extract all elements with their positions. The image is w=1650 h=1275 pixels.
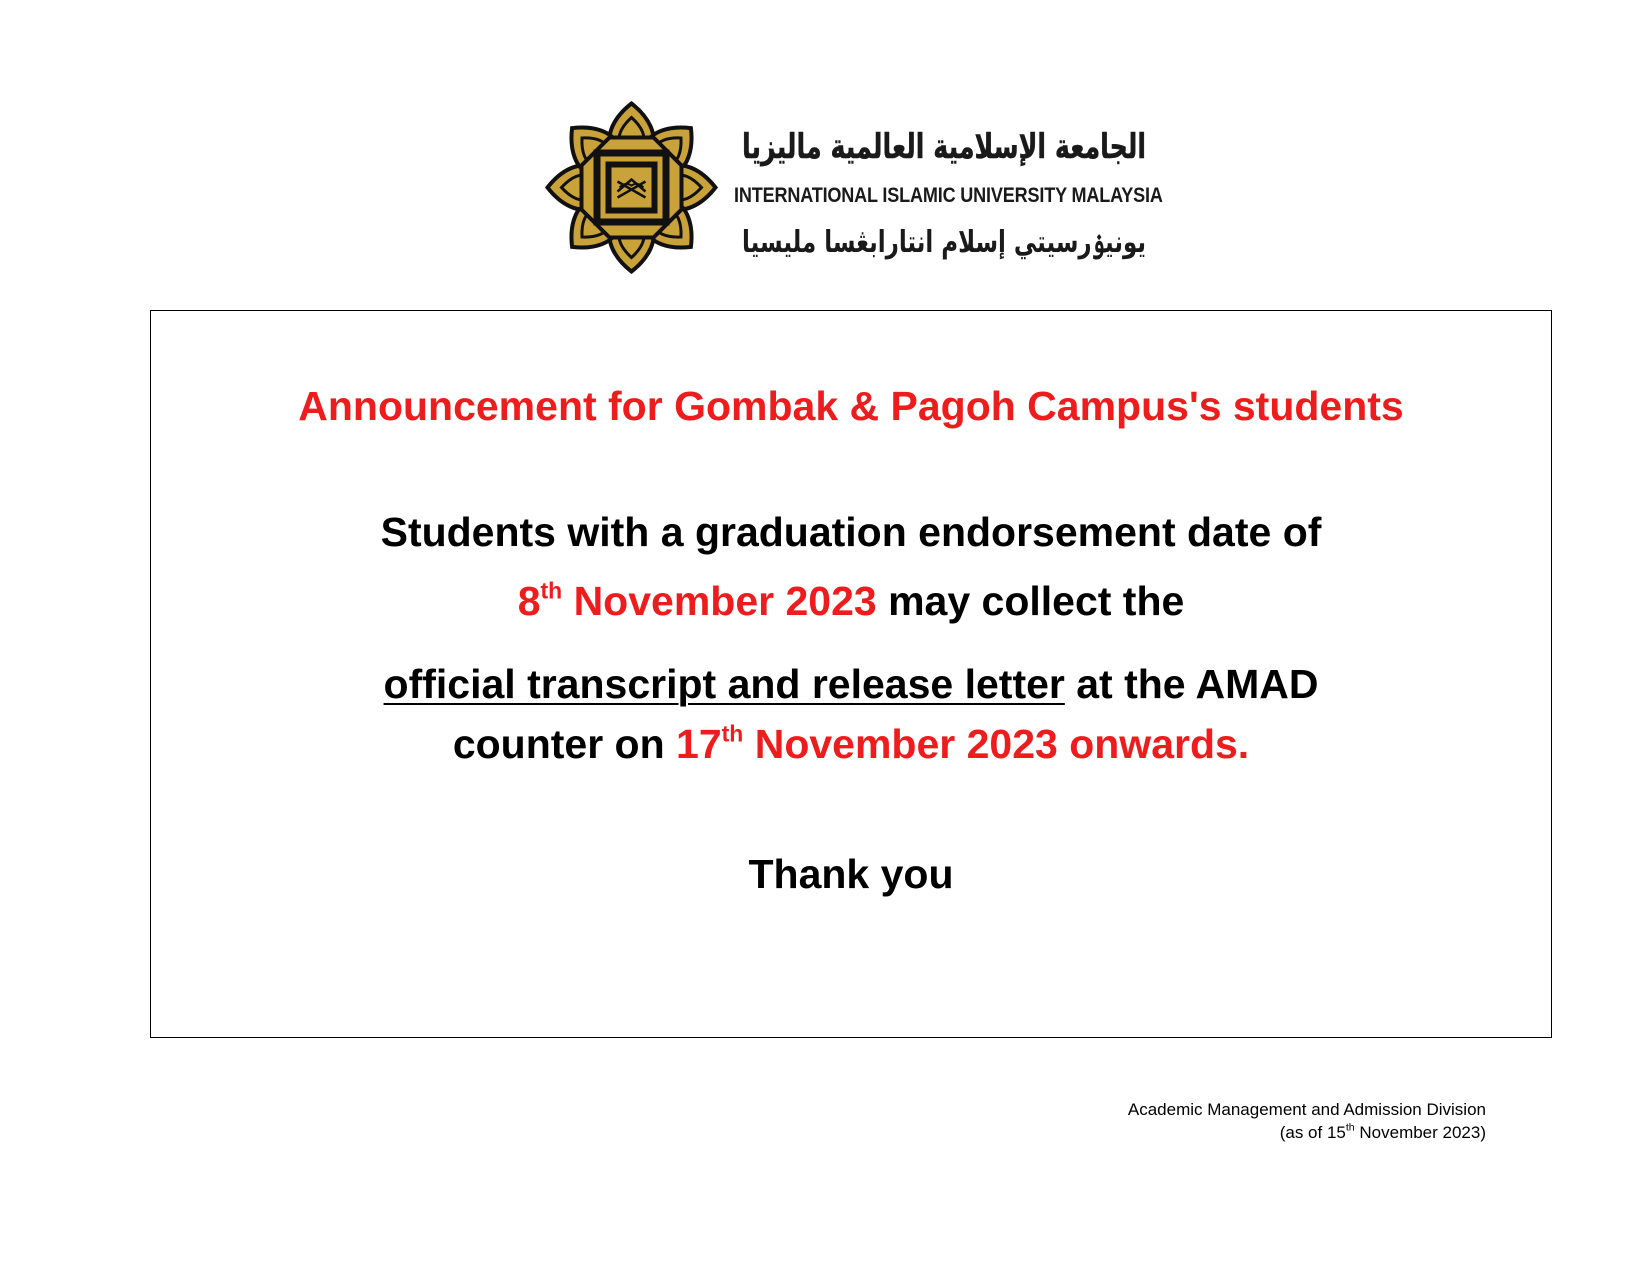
- university-name: INTERNATIONAL ISLAMIC UNIVERSITY MALAYSIA: [734, 184, 1163, 207]
- svg-text:يونيۏرسيتي إسلام انتارابڠسا مل: يونيۏرسيتي إسلام انتارابڠسا مليسيا: [742, 225, 1146, 260]
- thank-you-text: Thank you: [748, 851, 954, 897]
- counter-on-text: counter on: [452, 721, 677, 767]
- collection-date: 17th November 2023 onwards.: [676, 720, 1250, 767]
- iium-emblem-icon: [544, 100, 719, 275]
- arabic-wordmark: [734, 112, 1154, 170]
- division-name: Academic Management and Admission Division: [1127, 1100, 1486, 1119]
- svg-text:الجامعة الإسلامية العالمية مال: الجامعة الإسلامية العالمية ماليزيا: [742, 127, 1146, 167]
- footer-signature: [1128, 1098, 1486, 1144]
- endorsement-line: [151, 509, 1551, 556]
- endorsement-date: 8th November 2023: [517, 577, 877, 624]
- counter-text: at the AMAD: [1064, 661, 1319, 707]
- collection-start-line: [151, 721, 1551, 768]
- collection-date-line: [151, 578, 1551, 625]
- iium-logo: [544, 100, 1164, 278]
- logo-wordmark: [734, 112, 1163, 272]
- announcement-heading: Announcement for Gombak & Pagoh Campus's students: [298, 383, 1404, 429]
- as-of-date: (as of 15th November 2023): [1279, 1121, 1486, 1142]
- documents-line: [151, 661, 1551, 708]
- collect-text: may collect the: [876, 578, 1185, 624]
- jawi-wordmark: [734, 216, 1154, 264]
- endorsement-text: Students with a graduation endorsement date of: [380, 509, 1322, 555]
- documents-text: official transcript and release letter: [383, 661, 1065, 707]
- announcement-box: [150, 310, 1552, 1038]
